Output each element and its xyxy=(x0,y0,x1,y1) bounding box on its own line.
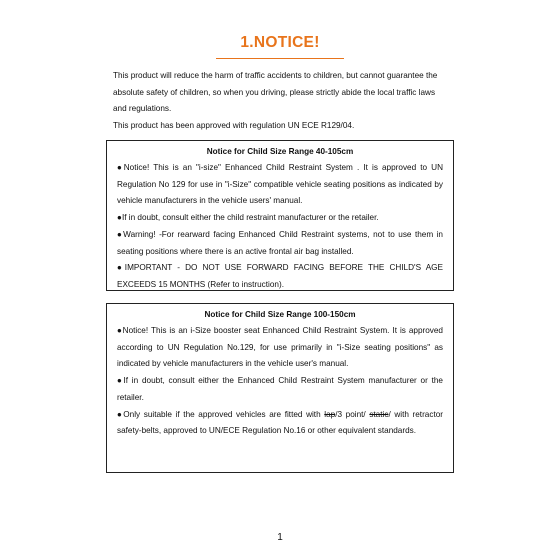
notice-item: ●If in doubt, consult either the child restraint manufacturer or the retailer. xyxy=(117,213,379,223)
page-number: 1 xyxy=(277,532,283,543)
notice-item: ●If in doubt, consult either the Enhanced Child Restraint System manufacturer or the retailer. xyxy=(117,376,443,402)
notice-box-40-105 xyxy=(106,140,454,291)
struck-text: static xyxy=(369,409,389,419)
intro-approval-line: This product has been approved with regulation UN ECE R129/04. xyxy=(113,120,355,130)
struck-text: lap xyxy=(324,409,336,419)
notice-item: ●Notice! This is an "i-size" Enhanced Child Restraint System . It is approved to UN Regulation No 129 for use in "i-Size" compatible vehicle seating positions as indicated by vehicle manufacturers in the vehicle users' manual. xyxy=(117,163,443,206)
notice-heading: Notice for Child Size Range 100-150cm xyxy=(204,310,356,319)
notice-item-text: /3 point/ xyxy=(335,409,370,419)
notice-box-100-150 xyxy=(106,303,454,473)
notice-heading: Notice for Child Size Range 40-105cm xyxy=(206,147,354,156)
notice-item: ●IMPORTANT - DO NOT USE FORWARD FACING BEFORE THE CHILD'S AGE EXCEEDS 15 MONTHS (Refer to instruction). xyxy=(117,263,443,289)
notice-item-text: / with retractor safety-belts, approved to UN/ECE Regulation No.16 or other equivalent standards. xyxy=(117,409,443,436)
notice-item-text: ●Only suitable if the approved vehicles are fitted with xyxy=(117,409,325,419)
intro-paragraph: This product will reduce the harm of traffic accidents to children, but cannot guarantee the absolute safety of children, so when you driving, please strictly abide the local traffic laws and regulations. xyxy=(113,71,438,113)
notice-item xyxy=(117,407,443,440)
notice-item: ●Warning! -For rearward facing Enhanced Child Restraint systems, not to use them in seating positions where there is an active frontal air bag installed. xyxy=(117,229,443,256)
title-underline xyxy=(216,58,344,59)
page-title: 1.NOTICE! xyxy=(240,34,320,51)
notice-item: ●Notice! This is an i-Size booster seat Enhanced Child Restraint System. It is approved according to UN Regulation No.129, for use primarily in "i-Size seating positions" as indicated by vehicle manufacturers in the vehicle user's manual. xyxy=(117,326,443,369)
intro-text xyxy=(113,68,449,134)
